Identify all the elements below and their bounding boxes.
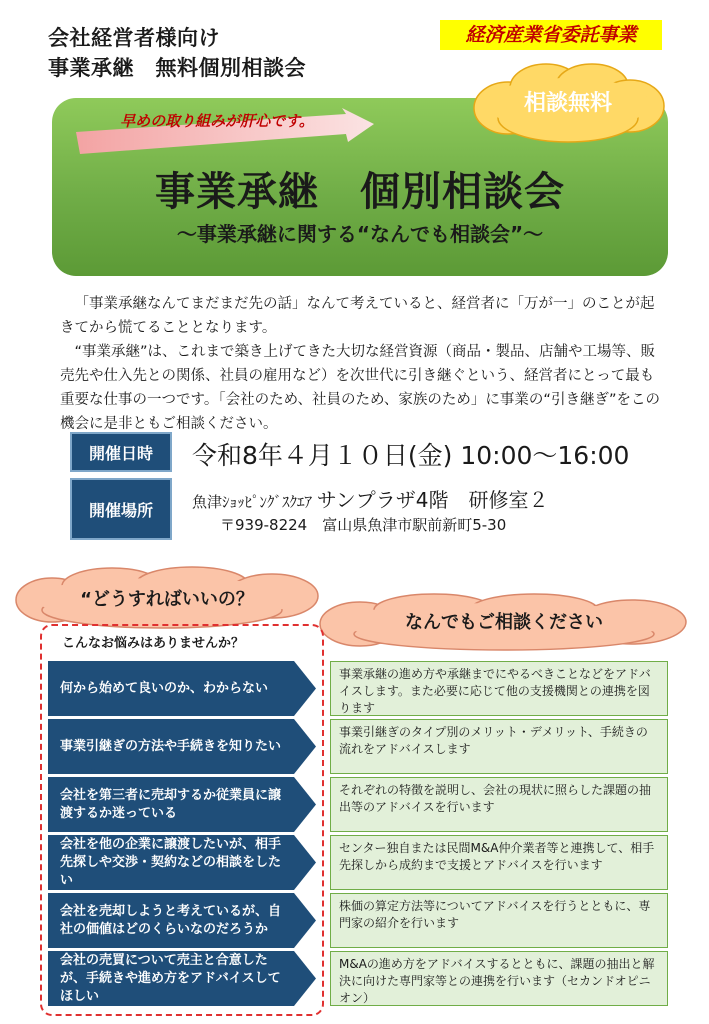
concern-text: 事業引継ぎの方法や手続きを知りたい bbox=[60, 738, 282, 754]
answer-cloud-text: なんでもご相談ください bbox=[405, 612, 603, 633]
concern-item bbox=[48, 661, 316, 716]
advice-item: 事業引継ぎのタイプ別のメリット・デメリット、手続きの流れをアドバイスします bbox=[330, 719, 668, 774]
intro-text bbox=[60, 292, 660, 436]
advice-item: 株価の算定方法等についてアドバイスを行うとともに、専門家の紹介を行います bbox=[330, 893, 668, 948]
concern-item bbox=[48, 835, 316, 890]
concern-text: 会社の売買について売主と合意したが、手続きや進め方をアドバイスしてほしい bbox=[60, 952, 281, 1004]
concern-text: 何から始めて良いのか、わからない bbox=[60, 680, 269, 696]
venue-value bbox=[192, 484, 549, 513]
banner-subtitle: 早めの取り組みが肝心です。 bbox=[120, 112, 314, 130]
date-value: 令和8年４月１０日(金) 10:00～16:00 bbox=[192, 441, 630, 470]
venue-main: サンプラザ4階 研修室２ bbox=[316, 488, 549, 512]
concern-text: 会社を第三者に売却するか従業員に譲渡するか迷っている bbox=[60, 787, 282, 821]
concern-item bbox=[48, 951, 316, 1006]
banner-tagline: ～事業承継に関する“なんでも相談会”～ bbox=[176, 222, 544, 246]
advice-item: それぞれの特徴を説明し、会社の現状に照らした課題の抽出等のアドバイスを行います bbox=[330, 777, 668, 832]
advice-item: 事業承継の進め方や承継までにやるべきことなどをアドバイスします。また必要に応じて他の支援機関との連携を図ります bbox=[330, 661, 668, 716]
advice-item: センター独自または民間M&A仲介業者等と連携して、相手先探しから成約まで支援とアドバイスを行います bbox=[330, 835, 668, 890]
header-line-1: 会社経営者様向け bbox=[48, 26, 220, 50]
question-cloud-text: “どうすればいいの？ bbox=[80, 589, 254, 610]
venue-address: 〒939-8224 富山県魚津市駅前新町5-30 bbox=[220, 516, 507, 534]
advice-item: M&Aの進め方をアドバイスするとともに、課題の抽出と解決に向けた専門家等との連携を行います（セカンドオピニオン） bbox=[330, 951, 668, 1006]
concern-text: 会社を売却しようと考えているが、自社の価値はどのくらいなのだろうか bbox=[60, 903, 282, 937]
concern-text: 会社を他の企業に譲渡したいが、相手先探しや交渉・契約などの相談をしたい bbox=[60, 836, 282, 888]
intro-paragraph-2: “事業承継”は、これまで築き上げてきた大切な経営資源（商品・製品、店舗や工場等、販売先や仕入先との関係、社員の雇用など）を次世代に引き継ぐという、経営者にとって最も重要な仕事の一つです。「会社のため、社員のため、家族のため」に事業の“引き継ぎ”をこの機会に是非ともご相談ください。 bbox=[60, 344, 660, 432]
venue-label: 開催場所 bbox=[70, 478, 172, 540]
header-line-2: 事業承継 無料個別相談会 bbox=[48, 56, 306, 80]
concern-item bbox=[48, 719, 316, 774]
free-consultation-badge: 相談無料 bbox=[523, 91, 612, 116]
date-label: 開催日時 bbox=[70, 432, 172, 472]
intro-paragraph-1: 「事業承継なんてまだまだ先の話」なんて考えていると、経営者に「万が一」のことが起きてから慌てることとなります。 bbox=[60, 296, 655, 336]
concern-item bbox=[48, 777, 316, 832]
concerns-heading: こんなお悩みはありませんか？ bbox=[62, 636, 245, 651]
banner-title: 事業承継 個別相談会 bbox=[155, 169, 565, 215]
sponsor-badge: 経済産業省委託事業 bbox=[440, 20, 662, 50]
venue-prefix: 魚津ｼｮｯﾋﾟﾝｸﾞｽｸｴｱ bbox=[192, 493, 313, 511]
concern-item bbox=[48, 893, 316, 948]
